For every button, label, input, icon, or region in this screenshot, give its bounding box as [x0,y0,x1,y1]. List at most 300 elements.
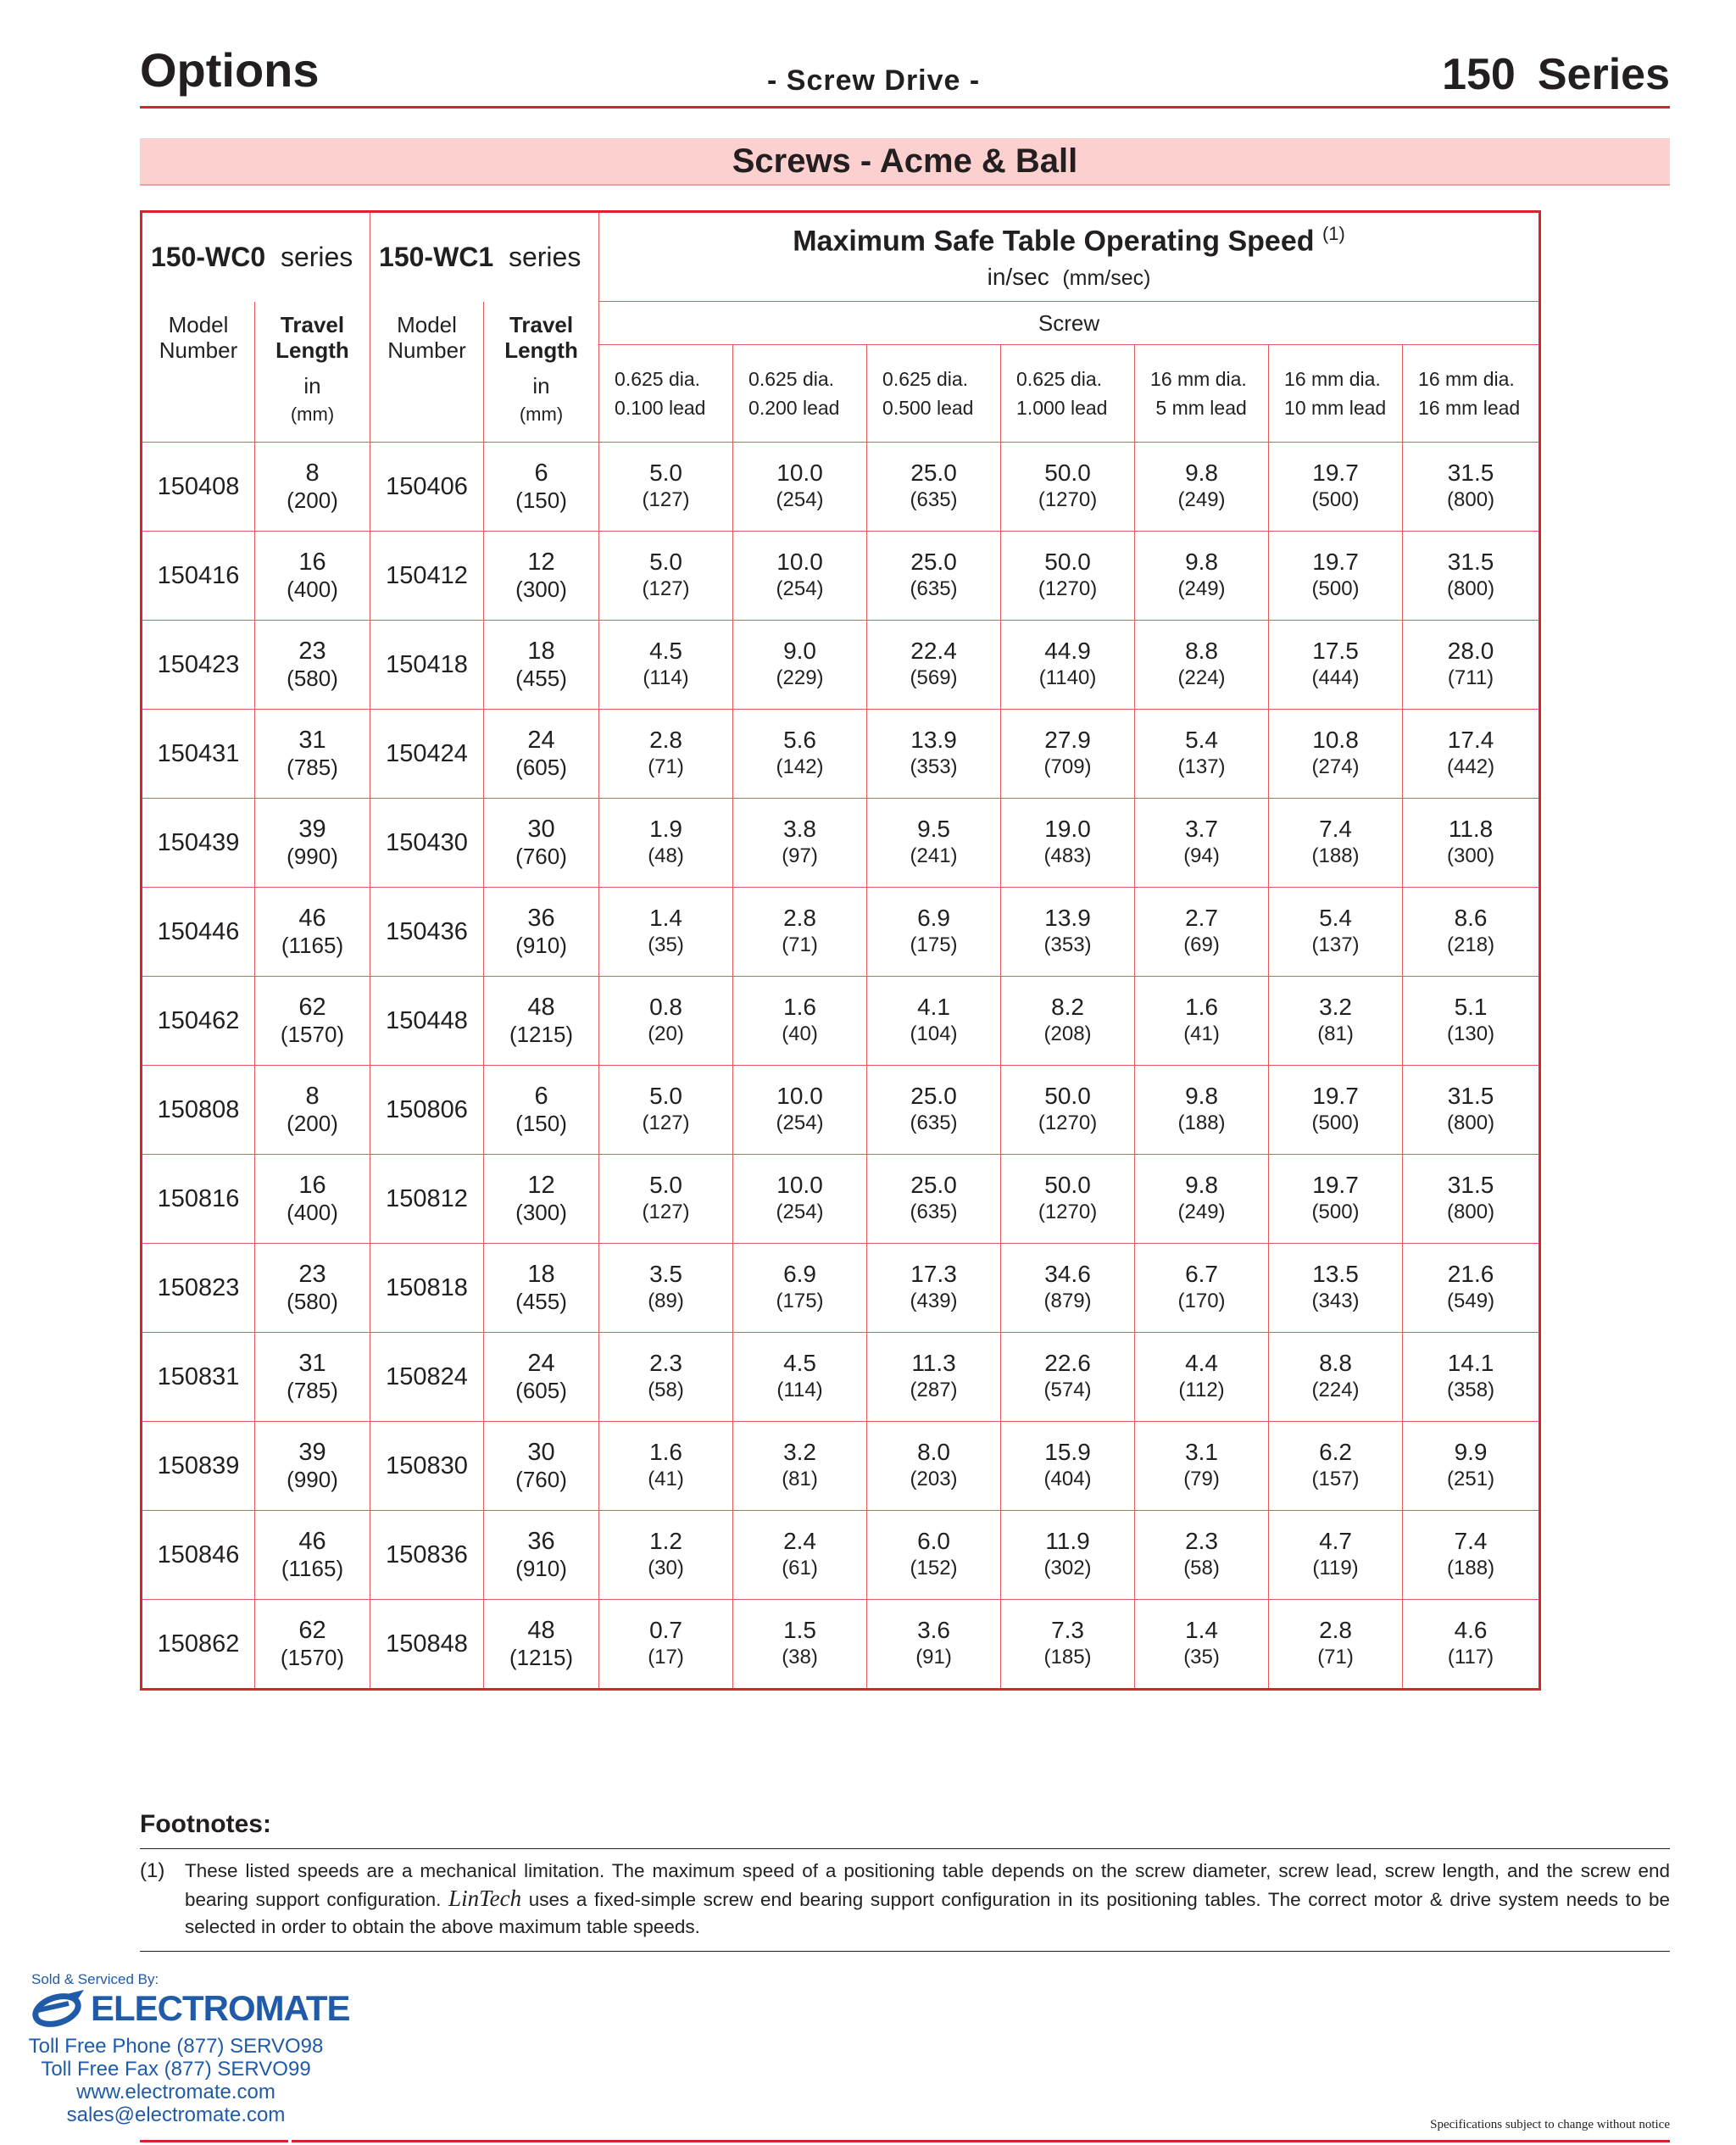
speed-in-sec: 44.9 [1044,638,1091,664]
toll-free-phone: Toll Free Phone (877) SERVO98 [28,2035,324,2058]
speed-mm-sec: (175) [776,1290,824,1312]
speed-cell [867,1600,1001,1690]
table-row [142,1244,1540,1333]
travel-mm: (605) [515,1378,567,1403]
series-word: Series [1537,50,1670,99]
speed-cell [1001,532,1135,621]
travel-mm: (300) [515,577,567,602]
speed-mm-sec: (439) [910,1290,958,1312]
model-label-line1: Model [397,311,457,337]
travel-in: 16 [298,1172,326,1199]
screw-type-header [867,345,1001,443]
screw-diameter: 16 mm dia. [1284,368,1381,390]
speed-in-sec: 5.4 [1319,905,1352,931]
model-number-wc1: 150412 [370,532,484,621]
speed-mm-sec: (157) [1311,1468,1360,1490]
email-link[interactable]: sales@electromate.com [66,2103,286,2126]
travel-in: 16 [298,549,326,576]
speed-mm-sec: (483) [1043,844,1092,867]
travel-mm: (400) [287,1200,338,1225]
speed-mm-sec: (48) [648,844,684,867]
screw-lead: 0.200 lead [748,397,840,419]
travel-in: 46 [298,905,326,932]
speed-cell [1135,1600,1269,1690]
model-number-wc1: 150418 [370,621,484,710]
speed-cell [1001,799,1135,888]
travel-mm: (760) [515,844,567,869]
speed-mm-sec: (249) [1177,577,1226,600]
speed-in-sec: 4.5 [649,638,682,664]
electromate-swoosh-icon [31,1990,87,2029]
speed-mm-sec: (20) [648,1022,684,1045]
table-row [142,1422,1540,1511]
model-number-wc0: 150446 [142,888,255,977]
speed-in-sec: 28.0 [1447,638,1494,664]
speed-in-sec: 1.4 [649,905,682,931]
speed-in-sec: 31.5 [1447,460,1494,486]
travel-mm: (150) [515,1111,567,1136]
travel-length-header-wc1 [484,302,599,443]
speed-cell [599,1244,733,1333]
footnotes-title: Footnotes: [140,1810,271,1838]
travel-mm: (1570) [280,1022,345,1047]
wc0-series-header [142,212,370,302]
speed-in-sec: 8.6 [1454,905,1488,931]
speed-in-sec: 25.0 [910,1172,957,1198]
speed-in-sec: 19.0 [1044,816,1091,842]
speed-cell [1135,443,1269,532]
speed-cell [1269,1333,1403,1422]
travel-in: 23 [298,638,326,665]
speed-cell [599,1511,733,1600]
speed-in-sec: 34.6 [1044,1261,1091,1287]
speed-cell [1403,1511,1540,1600]
table-row [142,1511,1540,1600]
speed-mm-sec: (1140) [1038,666,1097,689]
speed-in-sec: 15.9 [1044,1439,1091,1465]
travel-length-wc1 [484,977,599,1066]
speed-mm-sec: (302) [1043,1557,1092,1580]
travel-length-wc1 [484,888,599,977]
travel-in: 18 [527,638,555,665]
speed-in-sec: 1.5 [783,1617,816,1643]
travel-length-wc0 [255,532,370,621]
speed-in-sec: 17.5 [1312,638,1359,664]
speed-in-sec: 2.3 [1185,1528,1218,1554]
travel-mm: (200) [287,1111,338,1136]
model-number-wc0: 150416 [142,532,255,621]
travel-length-wc0 [255,1155,370,1244]
speed-mm-sec: (175) [910,933,958,956]
travel-mm: (200) [287,488,338,513]
travel-mm: (1215) [509,1022,574,1047]
speed-in-sec: 9.8 [1185,460,1218,486]
speed-mm-sec: (635) [910,1201,958,1223]
speed-mm-sec: (353) [1043,933,1092,956]
travel-mm: (785) [287,755,338,780]
travel-length-wc0 [255,443,370,532]
travel-in: 46 [298,1528,326,1555]
speed-cell [733,1511,867,1600]
speed-cell [1001,710,1135,799]
speed-in-sec: 25.0 [910,549,957,575]
speed-in-sec: 50.0 [1044,1083,1091,1109]
travel-mm: (1165) [281,933,344,958]
speed-mm-sec: (800) [1447,488,1495,511]
footnote-text [185,1858,1670,1941]
table-row [142,1155,1540,1244]
speed-in-sec: 11.9 [1045,1528,1090,1554]
speed-cell [867,1244,1001,1333]
bottom-rule-gap [288,2138,292,2145]
travel-length-wc0 [255,1333,370,1422]
page-header [140,34,1670,109]
travel-in: 48 [527,1617,555,1644]
speed-in-sec: 3.7 [1185,816,1218,842]
speed-mm-sec: (358) [1447,1379,1495,1401]
speed-mm-sec: (112) [1178,1379,1225,1401]
speed-cell [1403,1066,1540,1155]
model-number-wc1: 150424 [370,710,484,799]
speed-mm-sec: (130) [1447,1022,1495,1045]
speed-in-sec: 7.4 [1454,1528,1488,1554]
travel-length-wc1 [484,532,599,621]
travel-mm: (785) [287,1378,338,1403]
max-speed-unit [599,264,1538,291]
speed-cell [599,710,733,799]
travel-mm: (300) [515,1200,567,1225]
speed-cell [1403,888,1540,977]
model-label-line1: Model [168,311,229,337]
travel-in: 18 [527,1261,555,1288]
speed-mm-sec: (114) [776,1379,823,1401]
speed-mm-sec: (500) [1311,577,1360,600]
speed-in-sec: 11.3 [911,1350,956,1376]
speed-mm-sec: (94) [1183,844,1220,867]
speed-cell [867,977,1001,1066]
travel-in: 6 [534,460,548,487]
travel-in: 36 [527,1528,555,1555]
speed-cell [733,1333,867,1422]
speed-mm-sec: (61) [782,1557,818,1580]
speed-in-sec: 9.8 [1185,1083,1218,1109]
speed-cell [733,1244,867,1333]
speed-mm-sec: (1270) [1038,577,1098,600]
speed-in-sec: 9.9 [1454,1439,1488,1465]
speed-cell [1269,1600,1403,1690]
speed-in-sec: 22.6 [1044,1350,1091,1376]
series-title [1442,49,1670,100]
website-link[interactable]: www.electromate.com [76,2081,275,2103]
speed-cell [1403,1155,1540,1244]
travel-in: 24 [527,1350,555,1377]
travel-length-wc0 [255,1511,370,1600]
footnote-mark: (1) [140,1859,165,1882]
screw-lead: 10 mm lead [1284,397,1387,419]
speed-mm-sec: (127) [642,1201,690,1223]
travel-mm: (455) [515,666,567,691]
travel-length-wc0 [255,1422,370,1511]
speed-in-sec: 1.4 [1185,1617,1218,1643]
speed-mm-sec: (188) [1447,1557,1495,1580]
travel-length-wc0 [255,710,370,799]
speed-cell [1269,621,1403,710]
model-number-wc1: 150806 [370,1066,484,1155]
table-row [142,1333,1540,1422]
speed-in-sec: 19.7 [1312,1083,1359,1109]
screw-lead: 0.100 lead [615,397,706,419]
speed-cell [867,888,1001,977]
table-row [142,977,1540,1066]
speed-in-sec: 10.0 [776,549,823,575]
speed-mm-sec: (97) [782,844,818,867]
model-number-wc0: 150808 [142,1066,255,1155]
speed-cell [733,1600,867,1690]
model-label-line2: Number [387,337,466,363]
speed-in-sec: 10.8 [1312,727,1359,753]
speed-mm-sec: (58) [1183,1557,1220,1580]
speed-in-sec: 5.1 [1454,994,1488,1020]
speed-cell [599,1333,733,1422]
speed-cell [867,1155,1001,1244]
model-number-wc0: 150823 [142,1244,255,1333]
speed-cell [867,799,1001,888]
speed-in-sec: 2.7 [1185,905,1218,931]
speed-in-sec: 8.0 [917,1439,950,1465]
speed-mm-sec: (442) [1447,755,1495,778]
speed-mm-sec: (635) [910,577,958,600]
speed-in-sec: 4.4 [1185,1350,1218,1376]
toll-free-fax: Toll Free Fax (877) SERVO99 [41,2058,311,2081]
travel-mm: (400) [287,577,338,602]
section-banner: Screws - Acme & Ball [140,138,1670,186]
travel-length-wc1 [484,710,599,799]
speed-in-sec: 5.0 [649,1083,682,1109]
table-row [142,799,1540,888]
travel-length-wc1 [484,621,599,710]
screw-type-header [1135,345,1269,443]
travel-length-wc0 [255,621,370,710]
max-speed-title [599,223,1538,258]
speed-in-sec: 9.0 [783,638,816,664]
speed-cell [1001,621,1135,710]
speed-mm-sec: (119) [1312,1557,1359,1580]
speed-cell [1403,1600,1540,1690]
speed-mm-sec: (444) [1311,666,1360,689]
speed-in-sec: 31.5 [1447,1083,1494,1109]
travel-in: 36 [527,905,555,932]
footnote-text-a: These listed speeds are a mechanical limitation. The maximum speed of a positioning table depends on the screw diameter, screw lead, screw length, and the screw end bearing support configuration. [185,1860,1670,1910]
travel-unit-in: in [303,372,321,398]
speed-in-sec: 1.6 [1185,994,1218,1020]
speed-cell [1001,1511,1135,1600]
travel-in: 31 [298,727,326,754]
speed-in-sec: 1.9 [649,816,682,842]
speed-in-sec: 7.4 [1319,816,1352,842]
sold-serviced-label: Sold & Serviced By: [31,1971,159,1987]
travel-mm: (580) [287,1289,338,1314]
speed-cell [867,1333,1001,1422]
speed-in-sec: 13.9 [910,727,957,753]
travel-unit-in: in [532,372,550,398]
speed-in-sec: 2.8 [1319,1617,1352,1643]
speed-in-sec: 1.6 [649,1439,682,1465]
table-row [142,621,1540,710]
travel-mm: (990) [287,1467,338,1492]
screw-diameter: 0.625 dia. [1016,368,1103,390]
speed-mm-sec: (104) [910,1022,958,1045]
model-number-wc0: 150846 [142,1511,255,1600]
model-number-header-wc0 [142,302,255,443]
speed-mm-sec: (635) [910,1112,958,1134]
speed-in-sec: 17.4 [1447,727,1494,753]
speed-in-sec: 4.7 [1319,1528,1352,1554]
speed-mm-sec: (35) [1183,1646,1220,1669]
speed-cell [1269,1422,1403,1511]
speed-in-sec: 7.3 [1051,1617,1084,1643]
speed-mm-sec: (71) [648,755,684,778]
speed-mm-sec: (800) [1447,1201,1495,1223]
travel-label-line1: Travel [509,311,574,337]
speed-in-sec: 5.4 [1185,727,1218,753]
travel-label-line2: Length [504,337,578,363]
travel-in: 62 [298,1617,326,1644]
speed-in-sec: 3.1 [1185,1439,1218,1465]
travel-in: 8 [305,460,320,487]
speed-in-sec: 8.8 [1185,638,1218,664]
screw-type-header [1269,345,1403,443]
travel-in: 48 [527,994,555,1021]
speed-in-sec: 8.2 [1051,994,1084,1020]
travel-length-wc0 [255,1066,370,1155]
speed-mm-sec: (41) [1183,1022,1220,1045]
speed-cell [733,977,867,1066]
travel-length-wc0 [255,888,370,977]
speed-mm-sec: (574) [1043,1379,1092,1401]
speed-in-sec: 2.3 [649,1350,682,1376]
speed-in-sec: 22.4 [910,638,957,664]
speed-cell [1135,888,1269,977]
speed-in-sec: 50.0 [1044,549,1091,575]
speed-cell [867,443,1001,532]
speed-cell [1269,710,1403,799]
travel-length-wc0 [255,977,370,1066]
travel-mm: (990) [287,844,338,869]
wc1-series-name: 150-WC1 [379,241,494,272]
speed-mm-sec: (188) [1177,1112,1226,1134]
speed-in-sec: 19.7 [1312,549,1359,575]
speed-cell [1403,621,1540,710]
speed-table [140,210,1541,1691]
screw-type-header [1001,345,1135,443]
travel-mm: (150) [515,488,567,513]
speed-in-sec: 9.8 [1185,549,1218,575]
travel-length-wc1 [484,1600,599,1690]
speed-in-sec: 4.1 [917,994,950,1020]
travel-length-wc1 [484,1422,599,1511]
spec-change-notice: Specifications subject to change without notice [1430,2118,1670,2131]
section-subtitle: - Screw Drive - [767,64,981,97]
travel-mm: (455) [515,1289,567,1314]
speed-mm-sec: (249) [1177,488,1226,511]
speed-mm-sec: (251) [1447,1468,1495,1490]
speed-in-sec: 4.5 [783,1350,816,1376]
speed-cell [867,1511,1001,1600]
speed-mm-sec: (35) [648,933,684,956]
speed-in-sec: 3.6 [917,1617,950,1643]
travel-mm: (1570) [280,1645,345,1670]
speed-mm-sec: (30) [648,1557,684,1580]
speed-mm-sec: (81) [782,1468,818,1490]
speed-in-sec: 9.5 [917,816,950,842]
speed-mm-sec: (241) [910,844,958,867]
speed-cell [1001,1155,1135,1244]
wc1-series-header [370,212,599,302]
speed-cell [1001,1244,1135,1333]
speed-mm-sec: (800) [1447,577,1495,600]
speed-cell [599,799,733,888]
speed-in-sec: 19.7 [1312,460,1359,486]
speed-cell [1135,977,1269,1066]
speed-in-sec: 9.8 [1185,1172,1218,1198]
speed-mm-sec: (500) [1311,1201,1360,1223]
travel-length-wc1 [484,1244,599,1333]
speed-cell [599,888,733,977]
travel-label-line2: Length [275,337,349,363]
travel-mm: (910) [515,933,567,958]
travel-length-wc1 [484,1511,599,1600]
travel-mm: (580) [287,666,338,691]
speed-cell [1135,1511,1269,1600]
speed-cell [733,888,867,977]
speed-cell [1135,621,1269,710]
travel-length-wc0 [255,1244,370,1333]
speed-cell [1001,1333,1135,1422]
speed-mm-sec: (117) [1447,1646,1494,1669]
speed-mm-sec: (38) [782,1646,818,1669]
travel-mm: (605) [515,755,567,780]
electromate-logo [31,1988,350,2031]
speed-cell [1269,1155,1403,1244]
speed-mm-sec: (353) [910,755,958,778]
table-row [142,710,1540,799]
speed-cell [599,1422,733,1511]
travel-length-wc1 [484,1066,599,1155]
table-row [142,532,1540,621]
speed-mm-sec: (218) [1447,933,1495,956]
footnote-ref: (1) [1321,223,1345,245]
speed-in-sec: 31.5 [1447,1172,1494,1198]
speed-mm-sec: (137) [1311,933,1360,956]
model-number-wc0: 150462 [142,977,255,1066]
speed-mm-sec: (127) [642,577,690,600]
model-number-wc0: 150423 [142,621,255,710]
speed-in-sec: 1.2 [649,1528,682,1554]
model-number-wc0: 150862 [142,1600,255,1690]
speed-mm-sec: (69) [1183,933,1220,956]
speed-mm-sec: (58) [648,1379,684,1401]
travel-length-header-wc0 [255,302,370,443]
electromate-wordmark: ELECTROMATE [91,1988,350,2028]
model-number-wc0: 150408 [142,443,255,532]
speed-in-sec: 27.9 [1044,727,1091,753]
speed-mm-sec: (1270) [1038,1201,1098,1223]
travel-mm: (1165) [281,1556,344,1581]
speed-mm-sec: (254) [776,577,824,600]
speed-in-sec: 50.0 [1044,460,1091,486]
speed-mm-sec: (208) [1043,1022,1092,1045]
lintech-brand: LinTech [448,1886,522,1911]
